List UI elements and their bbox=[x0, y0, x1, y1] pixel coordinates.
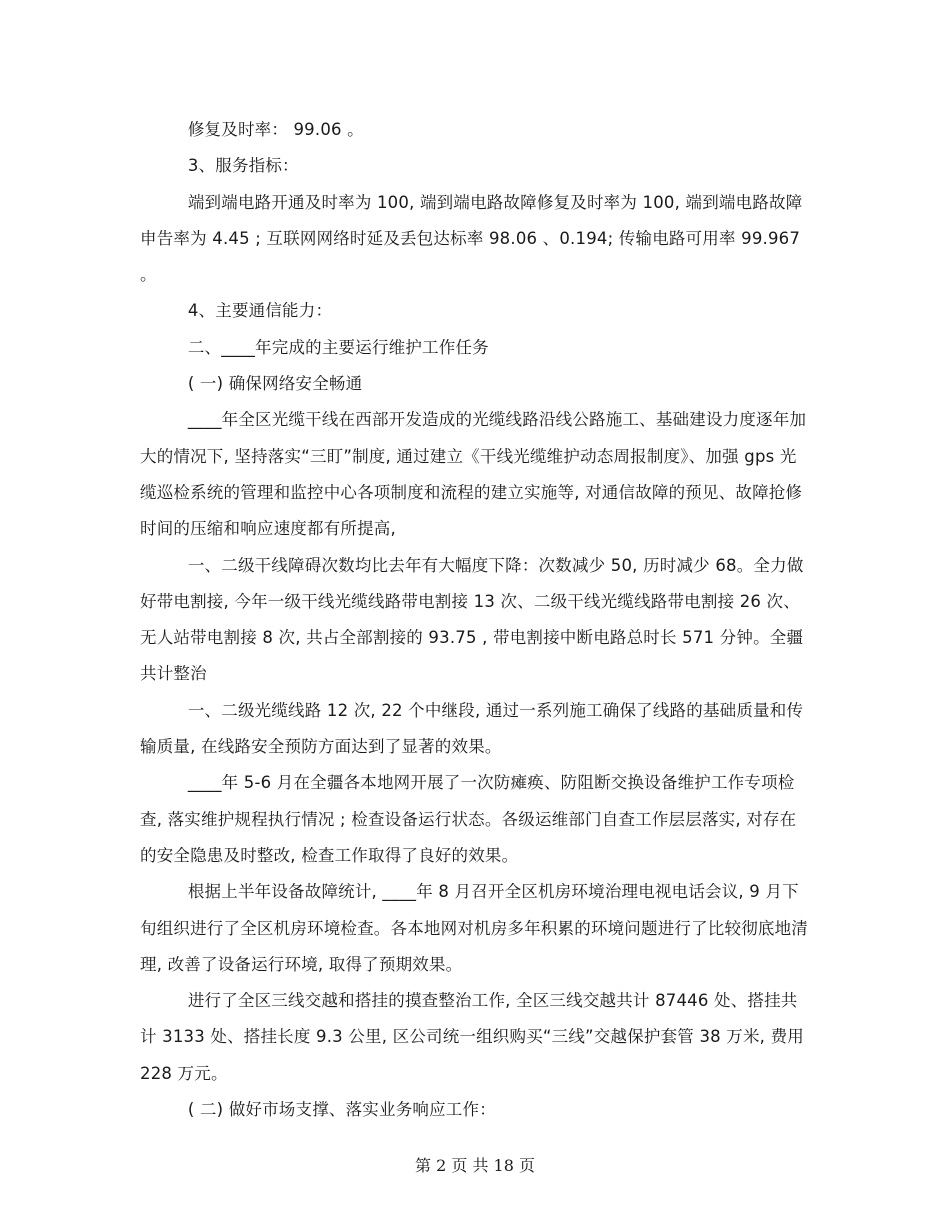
subsection-heading: ( 一) 确保网络安全畅通 bbox=[187, 374, 363, 394]
paragraph: ____年 5-6 月在全疆各本地网开展了一次防瘫痪、防阻断交换设备维护工作专项检查, 落实维护规程执行情况 ; 检查设备运行状态。各级运维部门自查工作层层落实, 对存在的安全隐患及时整改, 检查工作取得了良好的效果。 bbox=[140, 773, 797, 865]
paragraph: 修复及时率： 99.06 。 bbox=[187, 120, 364, 139]
page-footer: 第 2 页 共 18 页 bbox=[415, 1156, 535, 1175]
paragraph: 一、二级光缆线路 12 次, 22 个中继段, 通过一系列施工确保了线路的基础质量和传输质量, 在线路安全预防方面达到了显著的效果。 bbox=[140, 700, 804, 757]
paragraph: 4、主要通信能力： bbox=[187, 301, 333, 321]
paragraph: 3、服务指标： bbox=[187, 156, 299, 176]
section-heading: 二、____年完成的主要运行维护工作任务 bbox=[187, 337, 489, 357]
document-body bbox=[140, 112, 810, 1128]
paragraph: 进行了全区三线交越和搭挂的摸查整治工作, 全区三线交越共计 87446 处、搭挂共计 3133 处、搭挂长度 9.3 公里, 区公司统一组织购买“三线”交越保护套管 38 万米, 费用 228 万元。 bbox=[140, 991, 804, 1083]
paragraph: 端到端电路开通及时率为 100, 端到端电路故障修复及时率为 100, 端到端电路故障申告率为 4.45 ; 互联网网络时延及丢包达标率 98.06 、0.194; 传输电路可用率 99.967 。 bbox=[140, 192, 803, 285]
paragraph: 根据上半年设备故障统计, ____年 8 月召开全区机房环境治理电视电话会议, 9 月下旬组织进行了全区机房环境检查。各本地网对机房多年积累的环境问题进行了比较彻底地清理, 改善了设备运行环境, 取得了预期效果。 bbox=[140, 882, 808, 974]
subsection-heading: ( 二) 做好市场支撑、落实业务响应工作： bbox=[187, 1100, 496, 1120]
paragraph: ____年全区光缆干线在西部开发造成的光缆线路沿线公路施工、基础建设力度逐年加大的情况下, 坚持落实“三盯”制度, 通过建立《干线光缆维护动态周报制度》、加强 gps 光缆巡检系统的管理和监控中心各项制度和流程的建立实施等, 对通信故障的预见、故障抢修时间的压缩和响应速度都有所提高, bbox=[140, 410, 807, 539]
paragraph: 一、二级干线障碍次数均比去年有大幅度下降：次数减少 50, 历时减少 68。全力做好带电割接, 今年一级干线光缆线路带电割接 13 次、二级干线光缆线路带电割接 26 次、无人站带电割接 8 次, 共占全部割接的 93.75 , 带电割接中断电路总时长 571 分钟。全疆共计整治 bbox=[140, 555, 804, 684]
